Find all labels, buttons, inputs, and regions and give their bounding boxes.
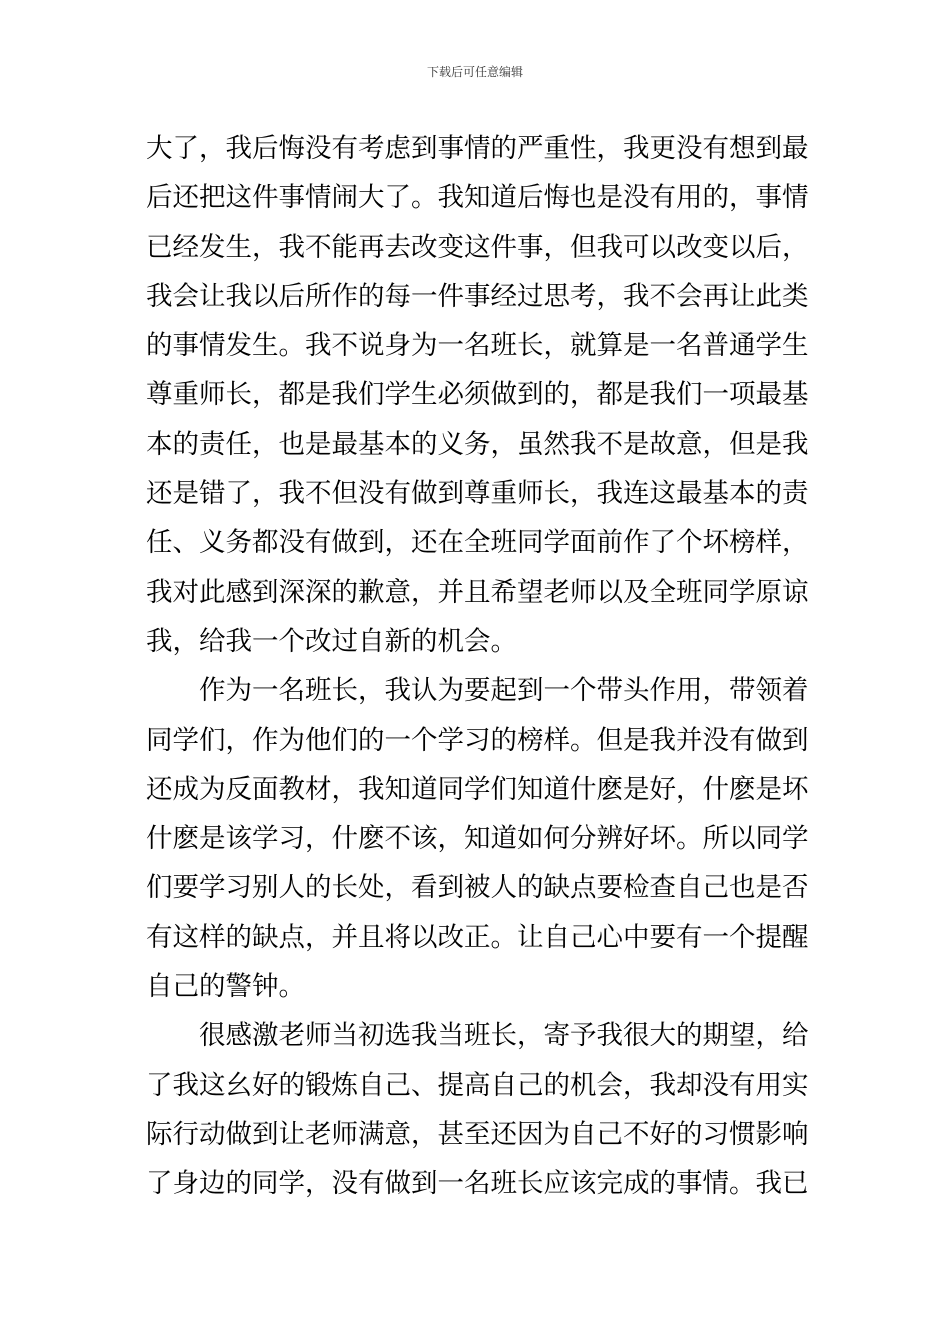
text-line: 同学们，作为他们的一个学习的榜样。但是我并没有做到: [146, 724, 809, 756]
text-line: 本的责任，也是最基本的义务，虽然我不是故意，但是我: [146, 428, 809, 460]
text-line: 我会让我以后所作的每一件事经过思考，我不会再让此类: [146, 280, 809, 312]
text-line: 尊重师长，都是我们学生必须做到的，都是我们一项最基: [146, 379, 809, 411]
text-line: 已经发生，我不能再去改变这件事，但我可以改变以后，: [146, 231, 809, 263]
text-line: 大了，我后悔没有考虑到事情的严重性，我更没有想到最: [146, 133, 809, 164]
text-line: 还是错了，我不但没有做到尊重师长，我连这最基本的责: [146, 478, 809, 510]
text-line: 了身边的同学，没有做到一名班长应该完成的事情。我已: [146, 1168, 809, 1200]
text-line: 自己的警钟。: [146, 971, 305, 1003]
text-line: 任、义务都没有做到，还在全班同学面前作了个坏榜样，: [146, 527, 809, 559]
text-line: 什麽是该学习，什麽不该，知道如何分辨好坏。所以同学: [146, 823, 809, 855]
text-line: 后还把这件事情闹大了。我知道后悔也是没有用的，事情: [146, 182, 809, 214]
text-line: 我对此感到深深的歉意，并且希望老师以及全班同学原谅: [146, 576, 809, 608]
text-line: 们要学习别人的长处，看到被人的缺点要检查自己也是否: [146, 872, 809, 904]
text-line: 还成为反面教材，我知道同学们知道什麽是好，什麽是坏: [146, 773, 809, 805]
text-line: 我，给我一个改过自新的机会。: [146, 625, 517, 657]
document-body: [146, 124, 809, 1209]
paragraph-first-line: 作为一名班长，我认为要起到一个带头作用，带领着: [199, 675, 809, 707]
text-line: 有这样的缺点，并且将以改正。让自己心中要有一个提醒: [146, 921, 809, 953]
page-header: 下载后可任意编辑: [426, 65, 523, 79]
paragraph-first-line: 很感激老师当初选我当班长，寄予我很大的期望，给: [199, 1020, 809, 1052]
text-line: 了我这幺好的锻炼自己、提高自己的机会，我却没有用实: [146, 1069, 809, 1101]
text-line: 的事情发生。我不说身为一名班长，就算是一名普通学生: [146, 330, 809, 362]
text-line: 际行动做到让老师满意，甚至还因为自己不好的习惯影响: [146, 1118, 809, 1150]
